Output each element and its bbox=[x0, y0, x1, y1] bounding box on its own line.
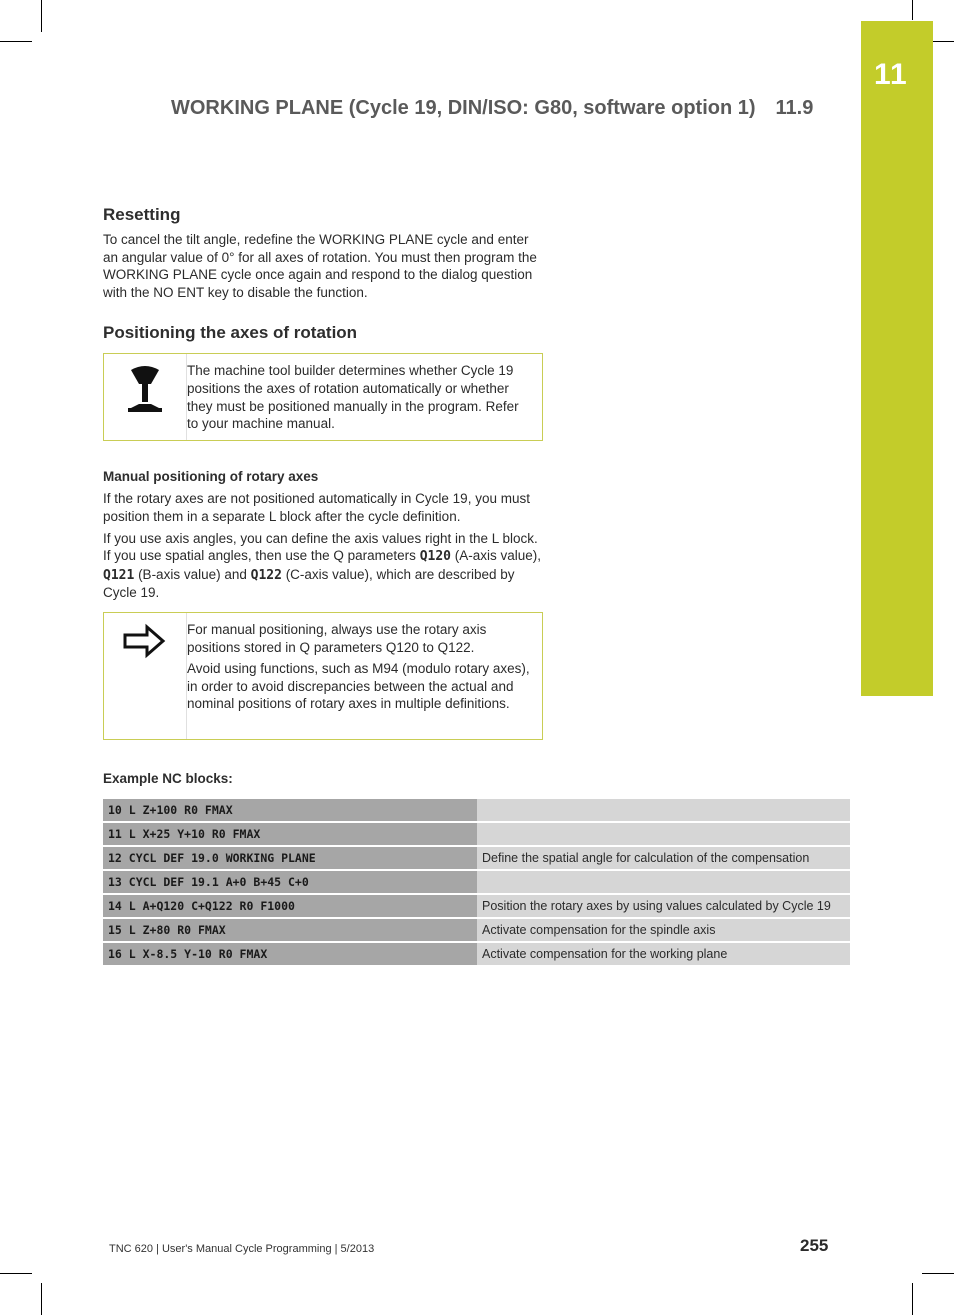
nc-code-cell: 12 CYCL DEF 19.0 WORKING PLANE bbox=[103, 847, 477, 869]
nc-desc-cell: Define the spatial angle for calculation of the compensation bbox=[477, 847, 850, 869]
positioning-heading: Positioning the axes of rotation bbox=[103, 323, 358, 343]
header-section: 11.9 bbox=[775, 97, 814, 119]
manual-p2-part-b: (A-axis value), bbox=[451, 548, 542, 564]
nc-code-cell: 11 L X+25 Y+10 R0 FMAX bbox=[103, 823, 477, 845]
crop-mark bbox=[41, 1283, 42, 1315]
table-row bbox=[103, 943, 850, 965]
machine-note-text-cell bbox=[187, 354, 542, 440]
table-row bbox=[103, 895, 850, 917]
nc-desc-cell bbox=[477, 871, 850, 893]
tip-text-1: For manual positioning, always use the rotary axis positions stored in Q parameters Q120 to Q122. bbox=[187, 621, 487, 655]
machine-tool-icon bbox=[125, 364, 165, 420]
tip-note-text-cell bbox=[187, 613, 542, 739]
crop-mark bbox=[912, 1283, 913, 1315]
table-row bbox=[103, 823, 850, 845]
manual-p2-part-a: If you use axis angles, you can define the axis values right in the L block. If you use spatial angles, then use the Q parameters bbox=[103, 530, 538, 564]
running-header bbox=[171, 97, 831, 120]
resetting-body: To cancel the tilt angle, redefine the WORKING PLANE cycle and enter an angular value of 0° for all axes of rotation. You must then program the WORKING PLANE cycle once again and respond to the dialog question with the NO ENT key to disable the function. bbox=[103, 232, 537, 300]
nc-desc-cell bbox=[477, 799, 850, 821]
resetting-heading: Resetting bbox=[103, 205, 181, 224]
chapter-tab bbox=[861, 21, 933, 696]
table-row bbox=[103, 799, 850, 821]
q120-param: Q120 bbox=[419, 549, 451, 565]
table-row bbox=[103, 847, 850, 869]
nc-blocks-table bbox=[103, 797, 850, 967]
page-number: 255 bbox=[800, 1236, 829, 1255]
nc-code-cell: 13 CYCL DEF 19.1 A+0 B+45 C+0 bbox=[103, 871, 477, 893]
tip-icon-cell bbox=[104, 613, 187, 739]
manual-paragraph-2 bbox=[103, 530, 543, 602]
arrow-right-icon bbox=[123, 623, 167, 659]
tip-note-box bbox=[103, 612, 543, 740]
machine-icon-cell bbox=[104, 354, 187, 440]
nc-desc-cell: Position the rotary axes by using values calculated by Cycle 19 bbox=[477, 895, 850, 917]
machine-note-box bbox=[103, 353, 543, 441]
machine-note-text: The machine tool builder determines whether Cycle 19 positions the axes of rotation automatically or whether they must be positioned manually in the program. Refer to your machine manual. bbox=[187, 363, 519, 432]
manual-p2-part-c: (B-axis value) and bbox=[134, 566, 251, 582]
crop-mark bbox=[0, 1273, 32, 1274]
nc-code-cell: 16 L X-8.5 Y-10 R0 FMAX bbox=[103, 943, 477, 965]
nc-code-cell: 14 L A+Q120 C+Q122 R0 F1000 bbox=[103, 895, 477, 917]
q121-param: Q121 bbox=[103, 567, 135, 583]
chapter-number: 11 bbox=[874, 58, 908, 91]
table-row bbox=[103, 919, 850, 941]
nc-code-cell: 10 L Z+100 R0 FMAX bbox=[103, 799, 477, 821]
tip-text-2: Avoid using functions, such as M94 (modulo rotary axes), in order to avoid discrepancies between the actual and nominal positions of rotary axes in multiple definitions. bbox=[187, 661, 530, 712]
table-row bbox=[103, 871, 850, 893]
crop-mark bbox=[41, 0, 42, 32]
crop-mark bbox=[912, 0, 913, 20]
manual-paragraph-1: If the rotary axes are not positioned automatically in Cycle 19, you must position them in a separate L block after the cycle definition. bbox=[103, 491, 530, 524]
nc-desc-cell: Activate compensation for the spindle axis bbox=[477, 919, 850, 941]
example-label: Example NC blocks: bbox=[103, 771, 233, 786]
nc-code-cell: 15 L Z+80 R0 FMAX bbox=[103, 919, 477, 941]
manual-p2-part-d: (C-axis value), which are described by Cycle 19. bbox=[103, 566, 515, 601]
crop-mark bbox=[0, 41, 32, 42]
main-content bbox=[103, 205, 543, 740]
q122-param: Q122 bbox=[250, 567, 282, 583]
nc-desc-cell bbox=[477, 823, 850, 845]
crop-mark bbox=[922, 1273, 954, 1274]
nc-desc-cell: Activate compensation for the working plane bbox=[477, 943, 850, 965]
manual-heading: Manual positioning of rotary axes bbox=[103, 469, 319, 485]
header-title: WORKING PLANE (Cycle 19, DIN/ISO: G80, software option 1) bbox=[171, 97, 756, 119]
footer-text: TNC 620 | User's Manual Cycle Programming | 5/2013 bbox=[109, 1243, 375, 1255]
